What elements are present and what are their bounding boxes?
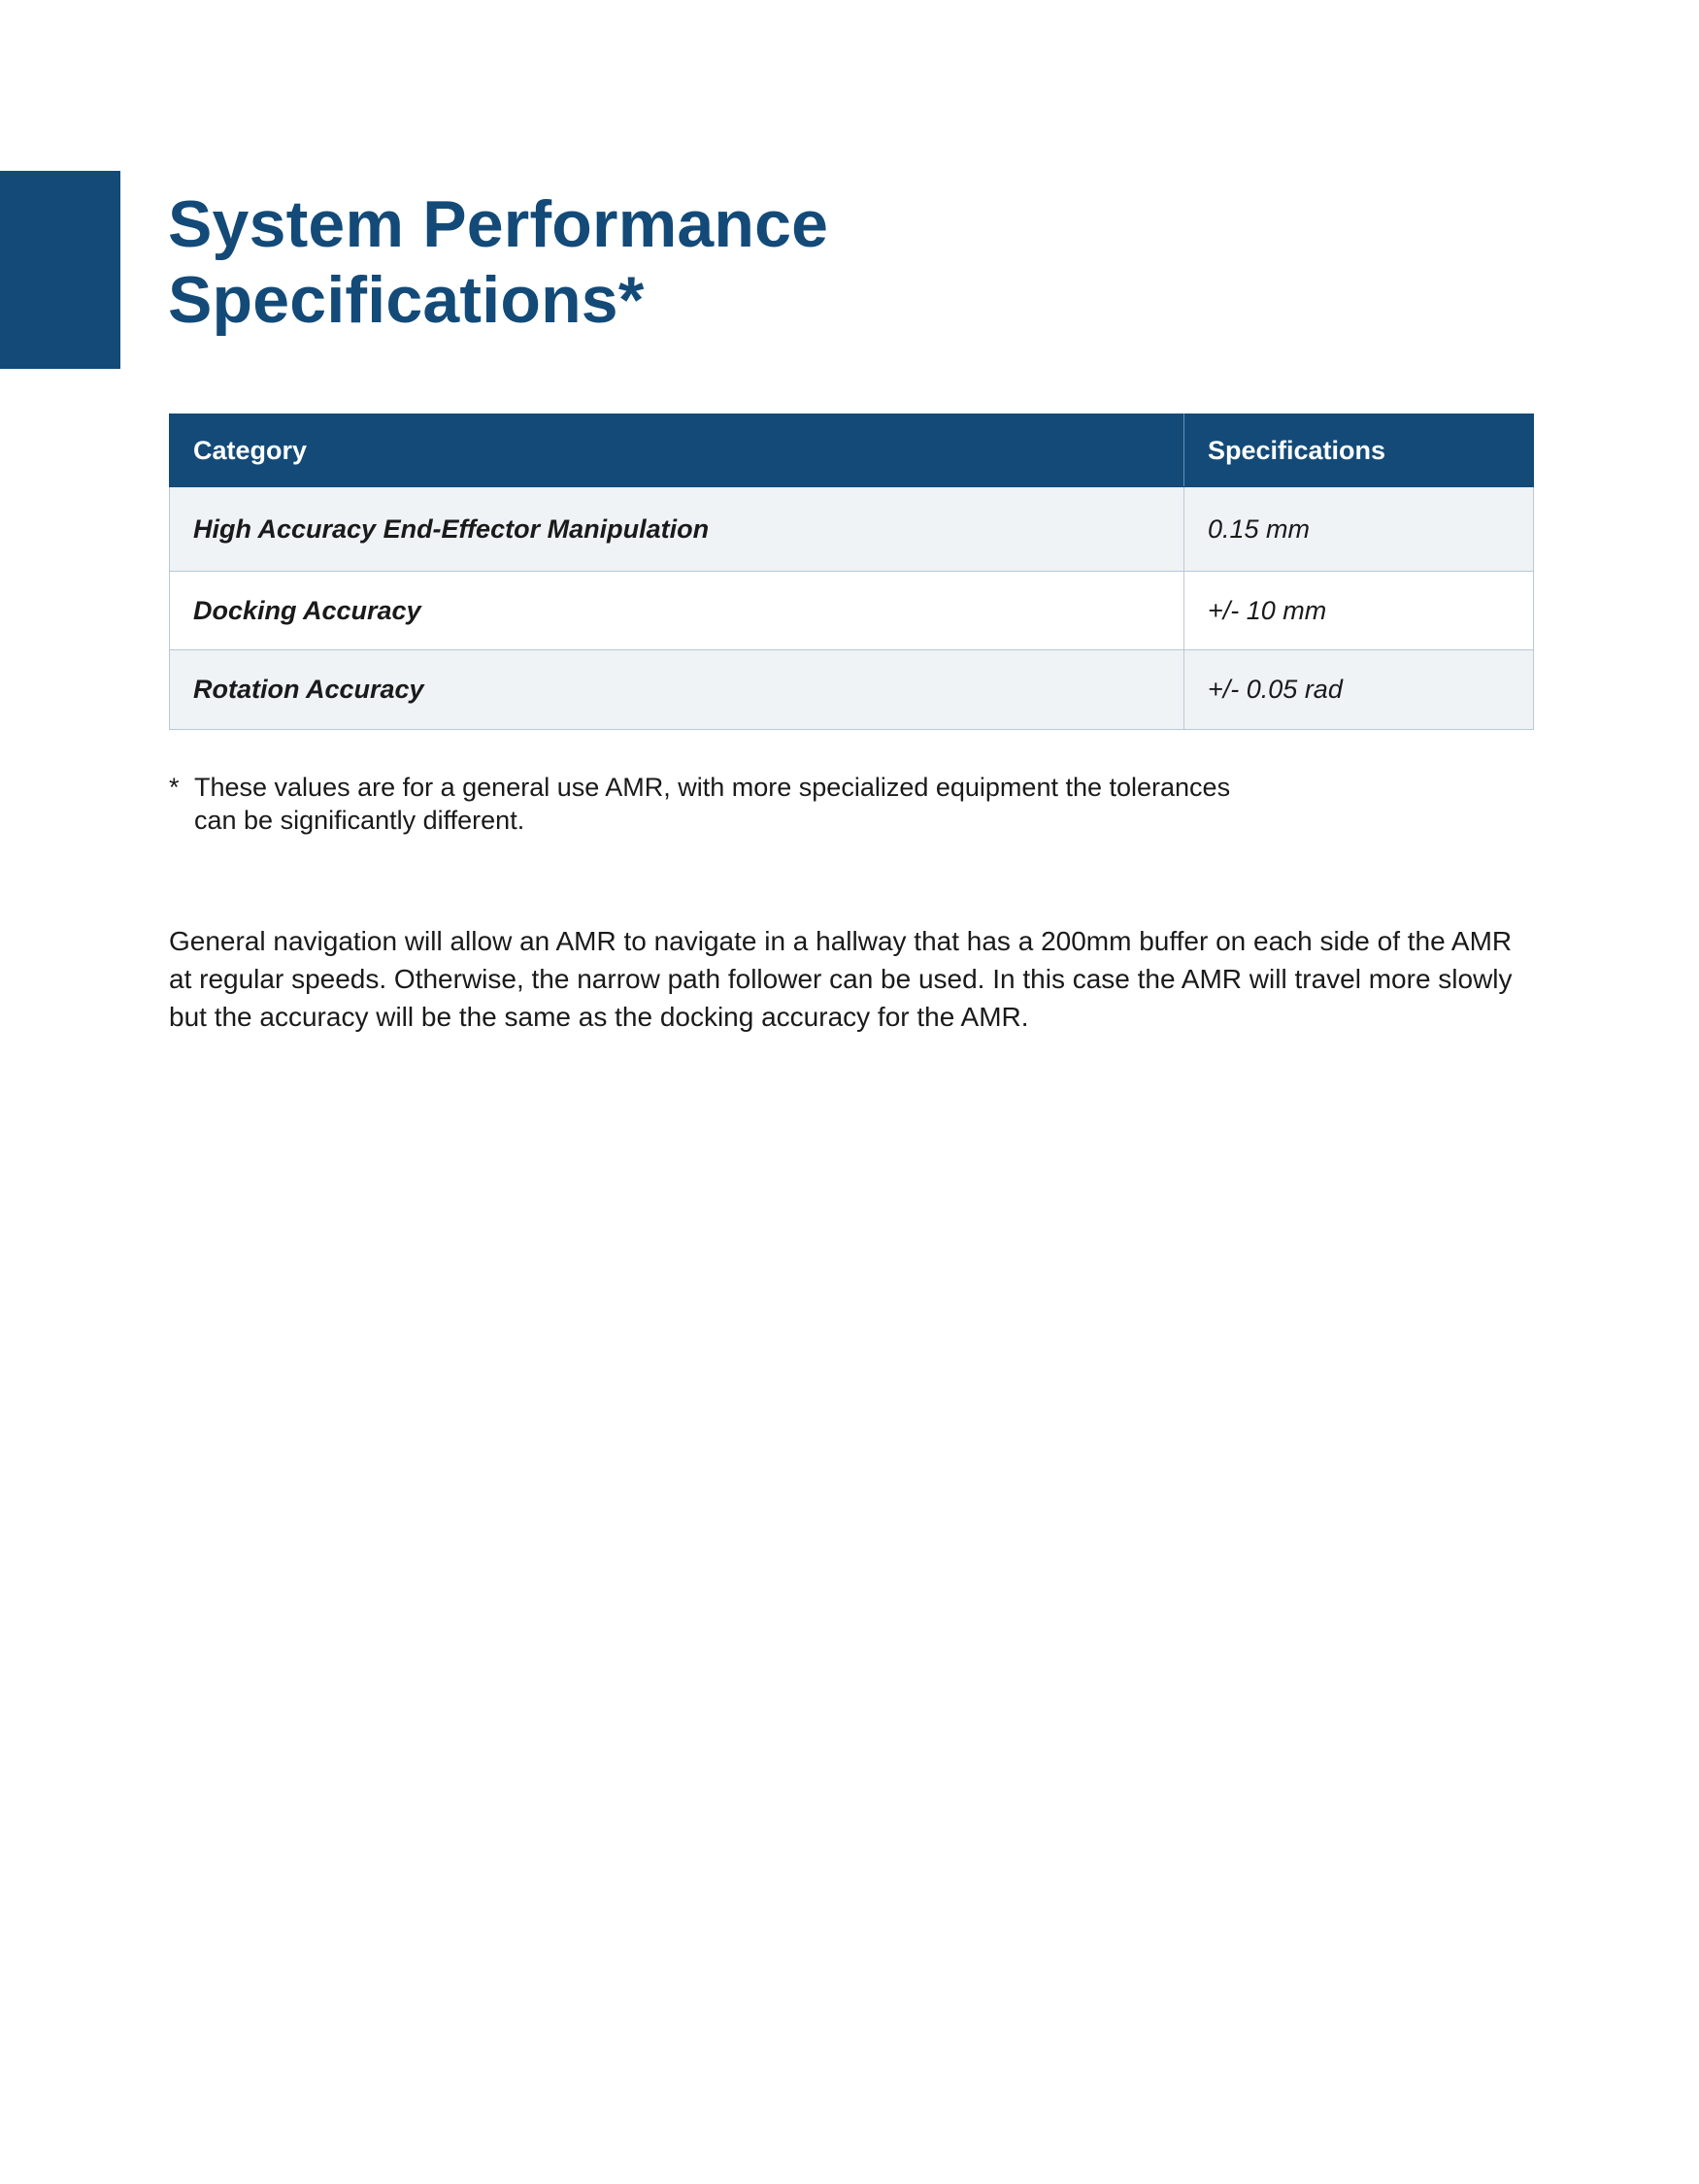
- body-line: at regular speeds. Otherwise, the narrow path follower can be used. In this case the AMR will travel more slowly: [169, 964, 1513, 994]
- specifications-table: [169, 414, 1534, 730]
- accent-bar: [0, 171, 120, 369]
- body-paragraph: [169, 922, 1538, 1036]
- table-row: [170, 650, 1534, 730]
- category-cell: High Accuracy End-Effector Manipulation: [170, 487, 1184, 572]
- category-cell: Docking Accuracy: [170, 572, 1184, 650]
- footnote-text: [194, 771, 1320, 837]
- footnote-line: These values are for a general use AMR, with more specialized equipment the tolerances: [194, 773, 1231, 802]
- column-header-category: Category: [170, 414, 1184, 487]
- table-header-row: [170, 414, 1534, 487]
- spec-cell: +/- 0.05 rad: [1184, 650, 1534, 730]
- page-title-line: Specifications*: [168, 263, 645, 337]
- footnote-marker: *: [169, 773, 180, 802]
- body-line: General navigation will allow an AMR to navigate in a hallway that has a 200mm buffer on each side of the AMR: [169, 926, 1513, 956]
- column-header-specifications: Specifications: [1184, 414, 1534, 487]
- footnote-line: can be significantly different.: [194, 806, 525, 835]
- table-row: [170, 487, 1534, 572]
- table-row: [170, 572, 1534, 650]
- spec-cell: +/- 10 mm: [1184, 572, 1534, 650]
- footnote: [169, 771, 1334, 837]
- page-title: [168, 186, 1042, 338]
- page-title-line: System Performance: [168, 187, 829, 261]
- body-line: but the accuracy will be the same as the docking accuracy for the AMR.: [169, 1002, 1029, 1032]
- category-cell: Rotation Accuracy: [170, 650, 1184, 730]
- spec-cell: 0.15 mm: [1184, 487, 1534, 572]
